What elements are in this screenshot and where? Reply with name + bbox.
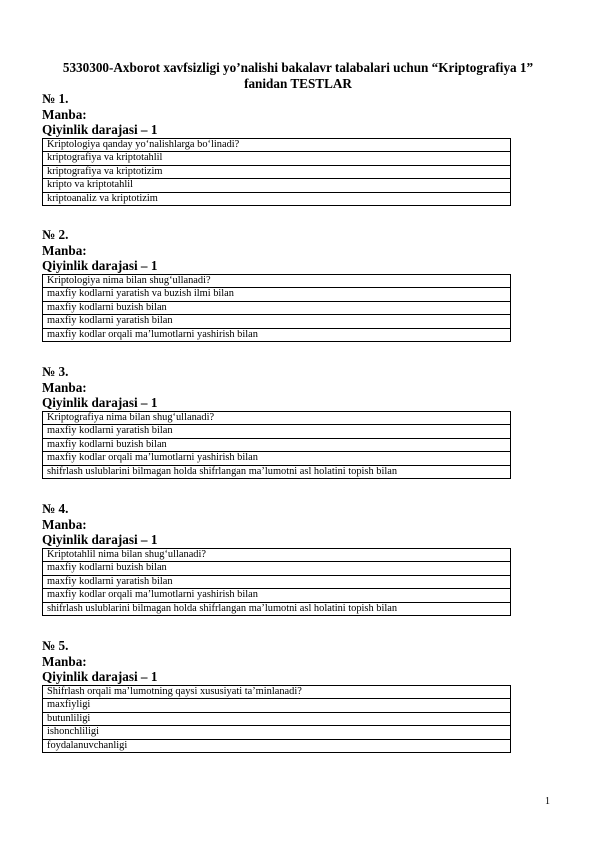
option-b: maxfiy kodlarni buzish bilan	[43, 301, 511, 315]
question-row	[43, 548, 511, 562]
option-a: kriptografiya va kriptotahlil	[43, 152, 511, 166]
option-d: shifrlash uslublarini bilmagan holda shifrlangan ma’lumotni asl holatini topish bilan	[43, 602, 511, 616]
option-a: maxfiy kodlarni buzish bilan	[43, 562, 511, 576]
difficulty-label: Qiyinlik darajasi – 1	[42, 258, 158, 273]
source-label: Manba:	[42, 653, 87, 669]
option-d: shifrlash uslublarini bilmagan holda shifrlangan ma’lumotni asl holatini topish bilan	[43, 465, 511, 479]
source-label: Manba:	[42, 516, 87, 532]
question-table	[42, 411, 511, 480]
source-label: Manba:	[42, 242, 87, 258]
option-b: kriptografiya va kriptotizim	[43, 165, 511, 179]
question-row	[43, 274, 511, 288]
option-row	[43, 739, 511, 753]
question-block-5	[42, 638, 512, 753]
question-text: Kriptografiya nima bilan shug‘ullanadi?	[43, 411, 511, 425]
option-row	[43, 152, 511, 166]
question-number: № 5.	[42, 638, 69, 653]
option-row	[43, 328, 511, 342]
question-block-3	[42, 364, 512, 479]
option-row	[43, 465, 511, 479]
option-row	[43, 438, 511, 452]
option-row	[43, 179, 511, 193]
difficulty-label: Qiyinlik darajasi – 1	[42, 532, 158, 547]
option-row	[43, 575, 511, 589]
option-row	[43, 452, 511, 466]
option-c: maxfiy kodlar orqali ma’lumotlarni yashirish bilan	[43, 452, 511, 466]
option-b: maxfiy kodlarni buzish bilan	[43, 438, 511, 452]
question-text: Kriptologiya qanday yo‘nalishlarga bo‘linadi?	[43, 138, 511, 152]
option-c: kripto va kriptotahlil	[43, 179, 511, 193]
question-number: № 3.	[42, 364, 69, 379]
option-row	[43, 712, 511, 726]
option-row	[43, 425, 511, 439]
question-block-4	[42, 501, 512, 616]
option-b: butunliligi	[43, 712, 511, 726]
question-text: Kriptotahlil nima bilan shug‘ullanadi?	[43, 548, 511, 562]
option-a: maxfiy kodlarni yaratish va buzish ilmi bilan	[43, 288, 511, 302]
question-table	[42, 548, 511, 617]
source-label: Manba:	[42, 106, 87, 122]
question-block-2	[42, 227, 512, 342]
option-row	[43, 726, 511, 740]
option-row	[43, 301, 511, 315]
option-row	[43, 192, 511, 206]
option-d: kriptoanaliz va kriptotizim	[43, 192, 511, 206]
option-row	[43, 589, 511, 603]
question-number: № 4.	[42, 501, 69, 516]
option-a: maxfiyligi	[43, 699, 511, 713]
page-number: 1	[545, 796, 550, 807]
question-row	[43, 411, 511, 425]
question-block-1	[42, 91, 512, 206]
option-row	[43, 288, 511, 302]
option-row	[43, 315, 511, 329]
option-d: foydalanuvchanligi	[43, 739, 511, 753]
option-b: maxfiy kodlarni yaratish bilan	[43, 575, 511, 589]
option-row	[43, 602, 511, 616]
document-title: 5330300-Axborot xavfsizligi yo’nalishi bakalavr talabalari uchun “Kriptografiya 1” fanidan TESTLAR	[62, 60, 534, 91]
question-number: № 2.	[42, 227, 69, 242]
option-c: ishonchliligi	[43, 726, 511, 740]
source-label: Manba:	[42, 379, 87, 395]
option-c: maxfiy kodlar orqali ma’lumotlarni yashirish bilan	[43, 589, 511, 603]
question-table	[42, 685, 511, 754]
question-text: Kriptologiya nima bilan shug‘ullanadi?	[43, 274, 511, 288]
difficulty-label: Qiyinlik darajasi – 1	[42, 669, 158, 684]
option-row	[43, 699, 511, 713]
option-row	[43, 165, 511, 179]
difficulty-label: Qiyinlik darajasi – 1	[42, 395, 158, 410]
question-table	[42, 274, 511, 343]
question-number: № 1.	[42, 91, 69, 106]
question-row	[43, 138, 511, 152]
option-row	[43, 562, 511, 576]
difficulty-label: Qiyinlik darajasi – 1	[42, 122, 158, 137]
option-c: maxfiy kodlarni yaratish bilan	[43, 315, 511, 329]
question-text: Shifrlash orqali ma’lumotning qaysi xususiyati ta’minlanadi?	[43, 685, 511, 699]
option-d: maxfiy kodlar orqali ma’lumotlarni yashirish bilan	[43, 328, 511, 342]
question-row	[43, 685, 511, 699]
question-table	[42, 138, 511, 207]
option-a: maxfiy kodlarni yaratish bilan	[43, 425, 511, 439]
